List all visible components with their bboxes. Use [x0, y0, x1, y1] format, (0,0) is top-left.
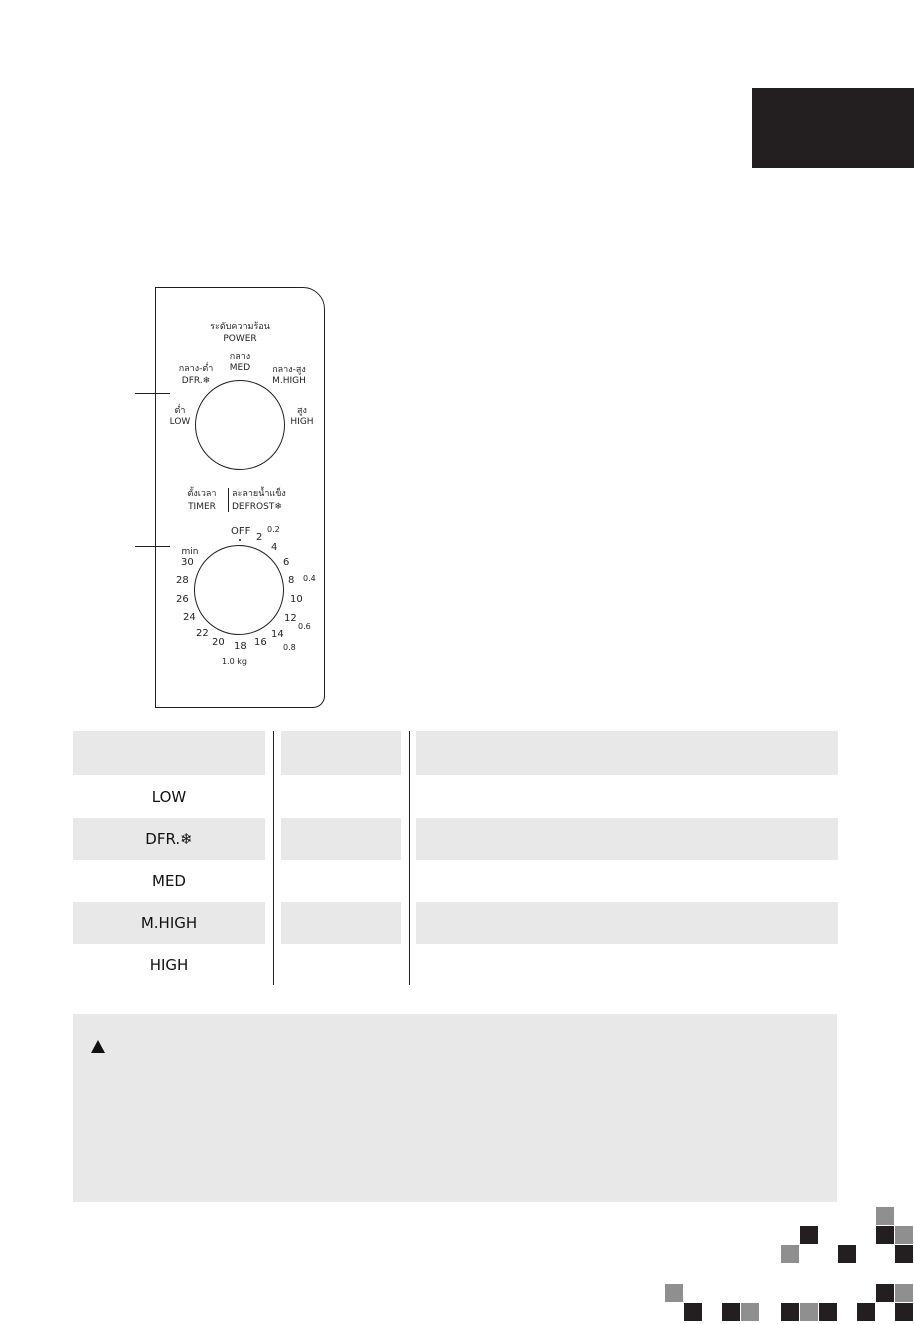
dfr-label: DFR.❄ [181, 376, 211, 386]
table-cell [281, 731, 401, 775]
minute-mark: 8 [288, 575, 295, 586]
table-row [73, 902, 838, 944]
table-cell [416, 944, 838, 986]
high-label: HIGH [290, 417, 314, 427]
table-cell [416, 776, 838, 818]
power-dial-callout-line [135, 393, 170, 394]
timer-dial-callout-line [135, 546, 170, 547]
table-cell [416, 818, 838, 860]
table-cell [281, 818, 401, 860]
low-label-thai: ต่ำ [174, 406, 186, 416]
table-cell [281, 776, 401, 818]
timer-knob[interactable] [194, 545, 284, 635]
mhigh-label: M.HIGH [272, 376, 306, 386]
minute-mark: 22 [196, 628, 209, 639]
weight-mark: 0.6 [298, 622, 311, 631]
defrost-label-thai: ละลายน้ำแข็ง [232, 489, 286, 499]
minute-mark: 10 [290, 594, 303, 605]
minute-mark: 24 [183, 612, 196, 623]
table-cell [416, 731, 838, 775]
minute-mark: 16 [254, 637, 267, 648]
table-column-divider [273, 731, 274, 985]
table-header-row [73, 731, 838, 775]
off-mark: OFF [231, 526, 251, 537]
table-column-divider [409, 731, 410, 985]
off-indicator-dot [239, 539, 241, 541]
timer-defrost-divider [228, 488, 229, 512]
dfr-label-thai: กลาง-ต่ำ [178, 364, 214, 374]
weight-mark: 0.4 [303, 574, 316, 583]
table-cell: M.HIGH [73, 902, 265, 944]
minute-mark: 14 [271, 629, 284, 640]
table-cell: LOW [151, 788, 187, 806]
table-cell [416, 860, 838, 902]
section-tab-block [752, 88, 914, 168]
minute-mark: 30 [181, 557, 194, 568]
table-cell [281, 944, 401, 986]
timer-label: TIMER [188, 502, 216, 512]
med-label-thai: กลาง [229, 352, 251, 362]
caution-note-box [73, 1014, 837, 1202]
table-cell: DFR.❄ [73, 818, 265, 860]
power-heading: POWER [223, 334, 257, 344]
table-row [73, 860, 838, 902]
min-unit-label: min [181, 547, 199, 557]
defrost-label: DEFROST❄ [232, 502, 282, 512]
warning-triangle-icon [91, 1040, 105, 1053]
power-heading-thai: ระดับความร้อน [210, 322, 270, 332]
table-cell [281, 902, 401, 944]
table-cell [73, 731, 265, 775]
table-row [73, 776, 838, 818]
timer-label-thai: ตั้งเวลา [187, 489, 217, 499]
minute-mark: 28 [176, 575, 189, 586]
power-knob[interactable] [195, 380, 285, 470]
med-label: MED [229, 363, 251, 373]
table-row [73, 818, 838, 860]
weight-mark: 0.8 [283, 643, 296, 652]
minute-mark: 18 [234, 641, 247, 652]
weight-mark: 1.0 kg [222, 657, 247, 666]
minute-mark: 20 [212, 637, 225, 648]
minute-mark: 26 [176, 594, 189, 605]
table-row [73, 944, 838, 986]
table-cell [281, 860, 401, 902]
minute-mark: 6 [283, 557, 290, 568]
mhigh-label-thai: กลาง-สูง [272, 365, 306, 375]
table-cell [416, 902, 838, 944]
minute-mark: 2 [256, 532, 263, 543]
table-cell: MED [152, 872, 186, 890]
minute-mark: 12 [284, 613, 297, 624]
low-label: LOW [169, 417, 191, 427]
weight-mark: 0.2 [267, 525, 280, 534]
high-label-thai: สูง [297, 406, 307, 416]
minute-mark: 4 [271, 542, 278, 553]
table-cell: HIGH [149, 956, 189, 974]
